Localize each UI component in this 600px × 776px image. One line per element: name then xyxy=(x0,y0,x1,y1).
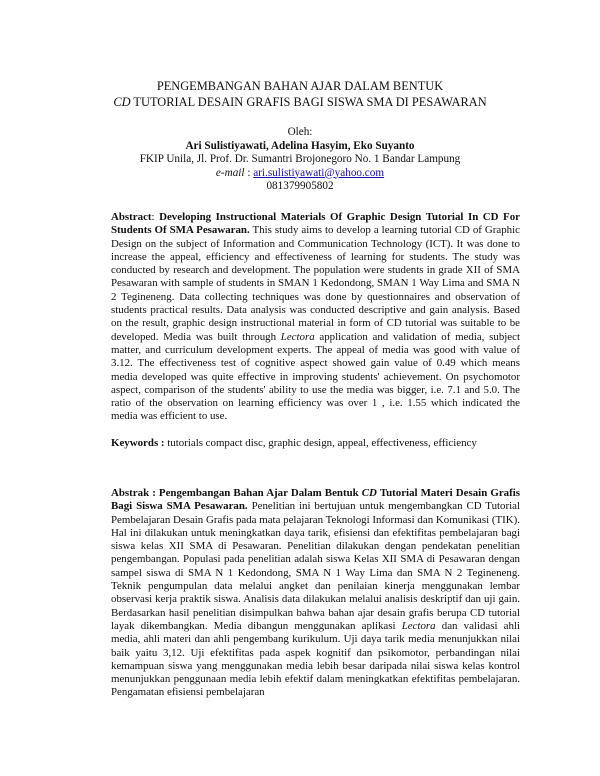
title-line-2 xyxy=(60,94,540,110)
authors: Ari Sulistiyawati, Adelina Hasyim, Eko Suyanto xyxy=(185,139,415,152)
keywords-label: Keywords : xyxy=(111,437,165,449)
email-label: e-mail xyxy=(215,166,245,179)
email-link[interactable]: ari.sulistiyawati@yahoo.com xyxy=(253,166,385,179)
abstrak-cd-italic: CD xyxy=(361,487,377,499)
abstract-label: Abstract xyxy=(111,211,152,223)
abstract-title: Developing Instructional Materials Of Graphic Design Tutorial In CD For Students Of SMA Pesawaran. xyxy=(111,211,520,237)
abstrak-text-2: dan validasi ahli media, ahli materi dan ahli pengembang kurikulum. Uji daya tarik media menunjukkan nilai baik yaitu 3,12. Uji efektifitas pada aspek kognitif dan psikomotor, perbandingan nilai kemampuan siswa yang menggunakan media lebih besar daripada nilai siswa kelas kontrol menunjukkan penggunaan media lebih efektif dalam meningkatkan efektifitas pembelajaran. Pengamatan efisiensi pembelajaran xyxy=(111,619,520,699)
title-line-1: PENGEMBANGAN BAHAN AJAR DALAM BENTUK xyxy=(156,79,444,93)
email-line xyxy=(60,167,540,181)
byline xyxy=(60,126,540,194)
abstract-text-1: This study aims to develop a learning tutorial CD of Graphic Design on the subject of Information and Communication Technology (ICT). It was done to increase the appeal, efficiency and effectiveness of learning for students. The study was conducted by research and development. The population were students in grade XII of SMA Pesawaran with sample of students in SMAN 1 Kedondong, SMAN 1 Way Lima and SMA N 2 Tegineneng. Data collecting techniques was done by questionnaires and observation of students practical results. Data analysis was conducted descriptive and gain analysis. Based on the result, graphic design instructional material in form of CD tutorial was suitable to be developed. Media was built through xyxy=(111,224,520,343)
keywords-text: tutorials compact disc, graphic design, appeal, effectiveness, efficiency xyxy=(164,437,477,449)
abstract-indonesian xyxy=(111,487,520,700)
paper-title xyxy=(60,78,540,110)
affiliation: FKIP Unila, Jl. Prof. Dr. Sumantri Brojonegoro No. 1 Bandar Lampung xyxy=(139,153,461,165)
keywords xyxy=(111,437,531,450)
abstrak-lectora-italic: Lectora xyxy=(401,619,436,632)
abstract-lectora-italic: Lectora xyxy=(280,330,315,343)
abstract-text-2: application and validation of media, subject matter, and curriculum development experts. The appeal of media was good with value of 3.12. The effectiveness test of cognitive aspect showed gain value of 0.49 which means media developed was quite effective in improving students' achievement. On psychomotor aspect, comparison of the students' ability to use the media was bigger, i.e. 7.1 and 5.0. The ratio of the observation on learning efficiency was over 1 , i.e. 1.55 which indicated the media was efficient to use. xyxy=(111,330,520,423)
abstrak-title: Tutorial Materi Desain Grafis Bagi Siswa SMA Pesawaran. xyxy=(111,487,520,513)
phone: 081379905802 xyxy=(266,180,334,192)
abstract-colon: : xyxy=(151,211,160,223)
title-line-2-rest: TUTORIAL DESAIN GRAFIS BAGI SISWA SMA DI PESAWARAN xyxy=(130,95,487,109)
abstrak-label: Abstrak : Pengembangan Bahan Ajar Dalam Bentuk xyxy=(111,487,362,499)
abstract-english xyxy=(111,211,520,424)
title-cd-italic: CD xyxy=(113,95,131,109)
email-separator: : xyxy=(244,166,254,179)
oleh-label: Oleh: xyxy=(287,126,313,138)
abstrak-text-1: Penelitian ini bertujuan untuk mengembangkan CD Tutorial Pembelajaran Desain Grafis pada mata pelajaran Teknologi Informasi dan Komunikasi (TIK). Hal ini dilakukan untuk meningkatkan daya tarik, efisiensi dan efektifitas pembelajaran bagi siswa kelas XII SMA di Pesawaran. Penelitian dilakukan dengan pendekatan penelitian pengembangan. Populasi pada penelitian adalah siswa Kelas XII SMA di Pesawaran dengan sampel siswa di SMA N 1 Kedondong, SMA N 1 Way Lima dan SMA N 2 Tegineneng. Teknik pengumpulan data melalui angket dan penilaian kinerja menggunakan lembar observasi kerja praktik siswa. Analisis data dilakukan melalui analisis deskriptif dan uji gain. Berdasarkan hasil penelitian disimpulkan bahwa bahan ajar desain grafis berupa CD tutorial layak dikembangkan. Media dibangun menggunakan aplikasi xyxy=(111,500,520,632)
